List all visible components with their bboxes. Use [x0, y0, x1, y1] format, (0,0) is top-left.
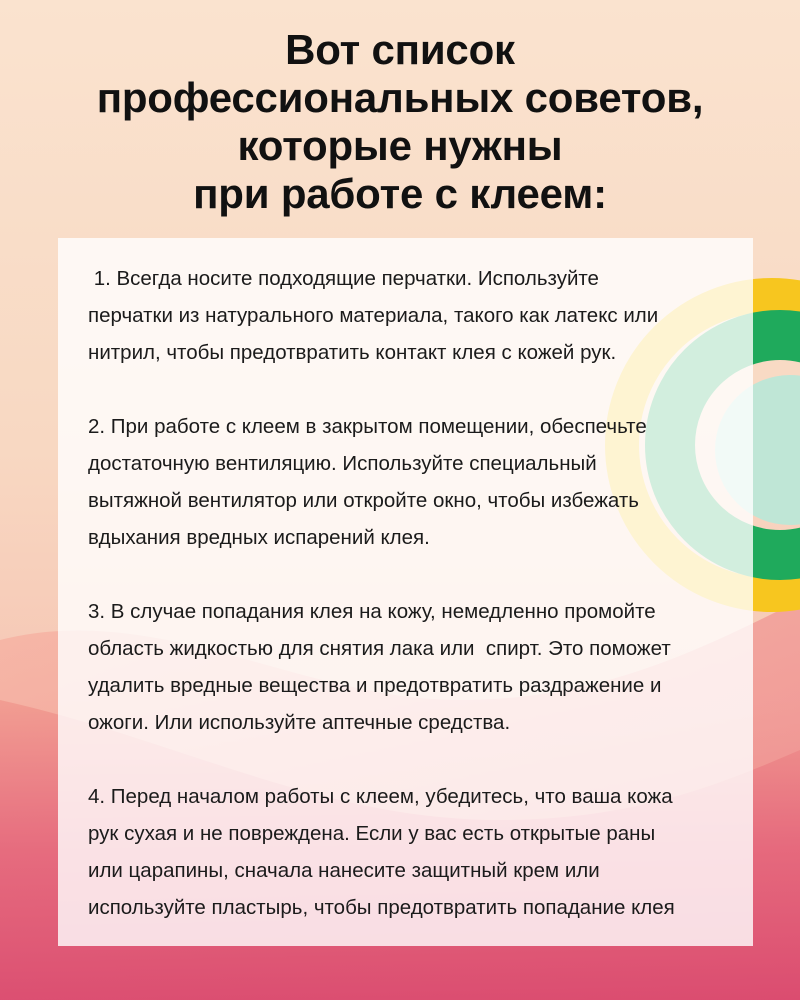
- title-line: которые нужны: [237, 122, 563, 169]
- tip-line: перчатки из натурального материала, такого как латекс или: [88, 304, 659, 327]
- tip-line: вдыхания вредных испарений клея.: [88, 526, 430, 549]
- page-title: [0, 26, 800, 218]
- tip-line: рук сухая и не повреждена. Если у вас есть открытые раны: [88, 822, 656, 845]
- tip-line: удалить вредные вещества и предотвратить раздражение и: [88, 674, 662, 697]
- title-line: профессиональных советов,: [96, 74, 704, 121]
- tip-line: 4. Перед началом работы с клеем, убедитесь, что ваша кожа: [88, 785, 673, 808]
- tip-item-2: [88, 408, 735, 556]
- tip-line: достаточную вентиляцию. Используйте специальный: [88, 452, 597, 475]
- tip-item-4: [88, 778, 735, 926]
- tip-line: вытяжной вентилятор или откройте окно, чтобы избежать: [88, 489, 639, 512]
- title-line: Вот список: [285, 26, 515, 73]
- tip-item-1: [88, 260, 735, 371]
- tip-line: область жидкостью для снятия лака или спирт. Это поможет: [88, 637, 671, 660]
- tip-line: нитрил, чтобы предотвратить контакт клея с кожей рук.: [88, 341, 617, 364]
- tip-line: 3. В случае попадания клея на кожу, немедленно промойте: [88, 600, 656, 623]
- title-line: при работе с клеем:: [193, 170, 607, 217]
- tip-line: 1. Всегда носите подходящие перчатки. Используйте: [88, 267, 599, 290]
- tip-line: или царапины, сначала нанесите защитный крем или: [88, 859, 600, 882]
- tip-item-3: [88, 593, 735, 741]
- tip-line: 2. При работе с клеем в закрытом помещении, обеспечьте: [88, 415, 647, 438]
- tips-card: [58, 238, 753, 946]
- tip-line: используйте пластырь, чтобы предотвратить попадание клея: [88, 896, 675, 919]
- tip-line: ожоги. Или используйте аптечные средства.: [88, 711, 511, 734]
